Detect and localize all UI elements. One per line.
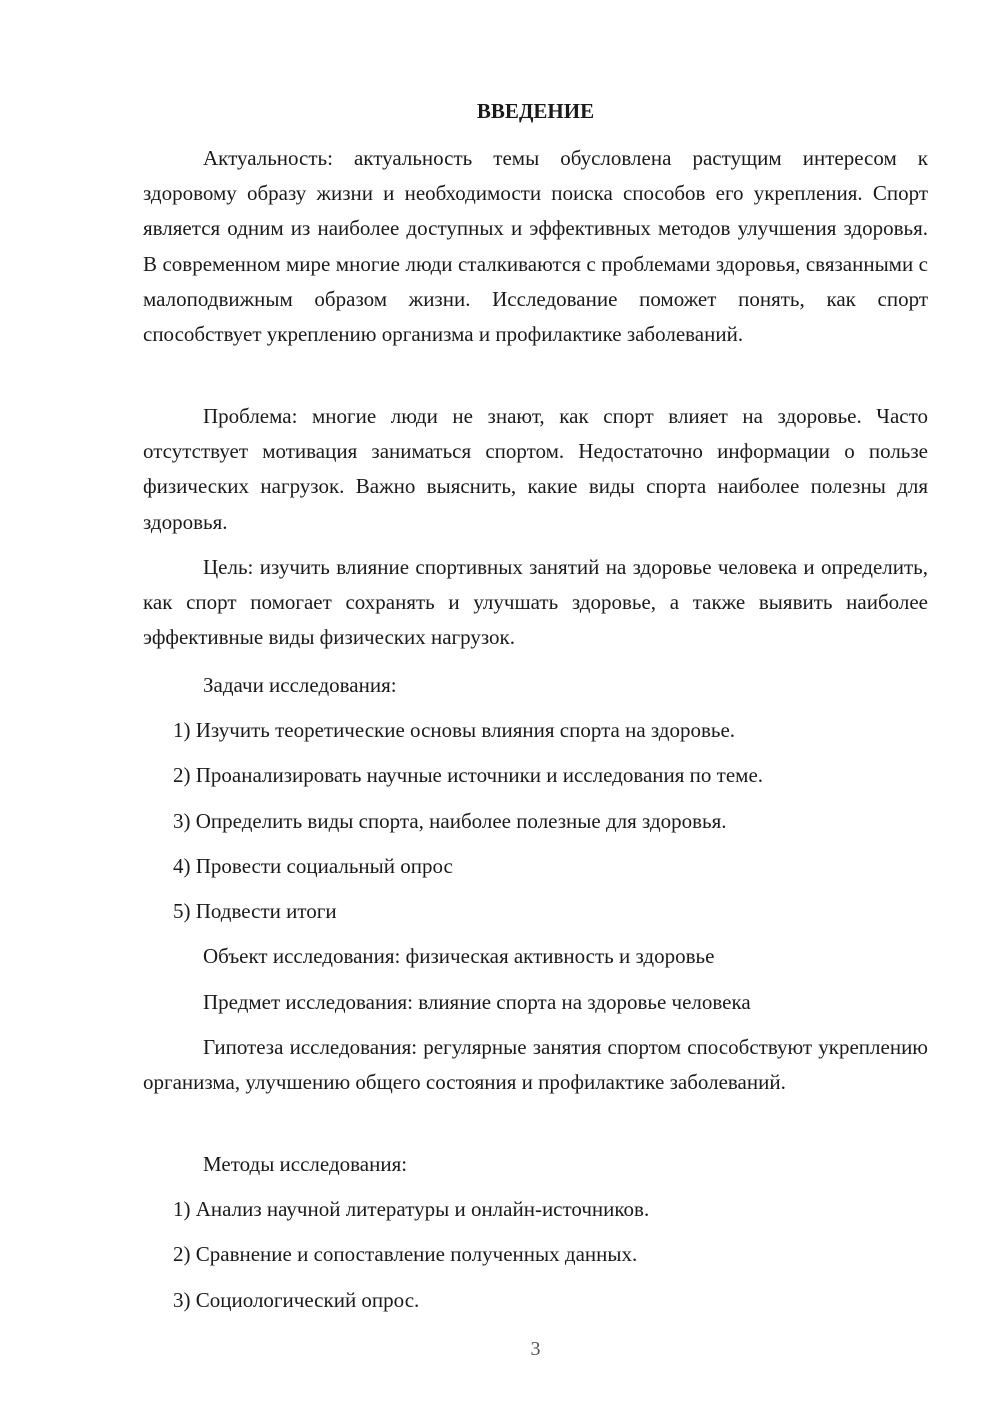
task-item-4: 4) Провести социальный опрос <box>173 854 453 878</box>
hypothesis-paragraph: Гипотеза исследования: регулярные занятия спортом способствуют укреплению организма, улучшению общего состояния и профилактике заболеваний. <box>143 1035 928 1095</box>
task-item-5: 5) Подвести итоги <box>173 899 337 923</box>
task-item-3: 3) Определить виды спорта, наиболее полезные для здоровья. <box>173 809 727 833</box>
page-heading: ВВЕДЕНИЕ <box>476 99 595 123</box>
tasks-title: Задачи исследования: <box>203 673 397 697</box>
method-item-2: 2) Сравнение и сопоставление полученных данных. <box>173 1242 638 1266</box>
subject-line: Предмет исследования: влияние спорта на здоровье человека <box>203 990 751 1014</box>
methods-title: Методы исследования: <box>203 1152 408 1176</box>
object-line: Объект исследования: физическая активность и здоровье <box>203 944 715 968</box>
task-item-1: 1) Изучить теоретические основы влияния спорта на здоровье. <box>173 718 736 742</box>
method-item-3: 3) Социологический опрос. <box>173 1288 420 1312</box>
page-number: 3 <box>530 1338 541 1360</box>
problem-paragraph: Проблема: многие люди не знают, как спорт влияет на здоровье. Часто отсутствует мотивация заниматься спортом. Недостаточно информации о пользе физических нагрузок. Важно выяснить, какие виды спорта наиболее полезны для здоровья. <box>143 404 928 534</box>
method-item-1: 1) Анализ научной литературы и онлайн-источников. <box>173 1197 650 1221</box>
document-page <box>143 0 928 1414</box>
task-item-2: 2) Проанализировать научные источники и исследования по теме. <box>173 763 764 787</box>
relevance-paragraph: Актуальность: актуальность темы обусловлена растущим интересом к здоровому образу жизни и необходимости поиска способов его укрепления. Спорт является одним из наиболее доступных и эффективных методов улучшения здоровья. В современном мире многие люди сталкиваются с проблемами здоровья, связанными с малоподвижным образом жизни. Исследование поможет понять, как спорт способствует укреплению организма и профилактике заболеваний. <box>143 146 928 347</box>
goal-paragraph: Цель: изучить влияние спортивных занятий на здоровье человека и определить, как спорт помогает сохранять и улучшать здоровье, а также выявить наиболее эффективные виды физических нагрузок. <box>143 555 928 650</box>
